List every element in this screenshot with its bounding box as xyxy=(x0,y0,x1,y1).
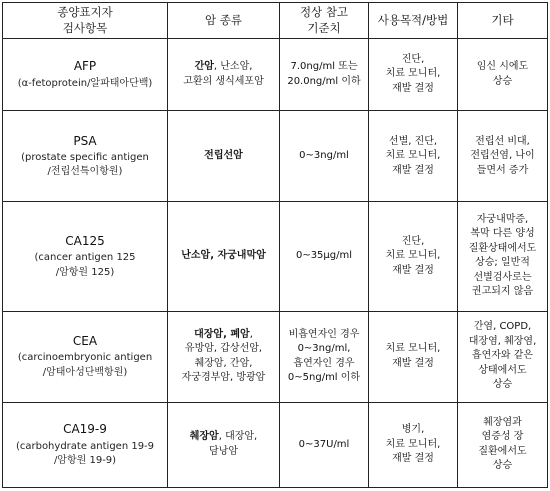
cancer-type-line xyxy=(170,149,277,164)
table-row xyxy=(3,202,548,311)
test-item-cell xyxy=(3,39,168,111)
cancer-type-line xyxy=(170,445,277,460)
other-notes-cell xyxy=(458,111,548,202)
other-notes-cell xyxy=(458,202,548,311)
header-purpose: 사용목적/방법 xyxy=(369,3,458,39)
purpose-line: 재발 결정 xyxy=(392,164,434,176)
cancer-type-secondary: 자궁경부암, 방광암 xyxy=(181,372,266,384)
cancer-type-primary: 간암 xyxy=(194,61,214,73)
purpose-line: 치료 모니터, xyxy=(385,438,441,450)
test-item-cell xyxy=(3,111,168,202)
cancer-type-line xyxy=(170,60,277,75)
other-notes-cell xyxy=(458,39,548,111)
table-row xyxy=(3,402,548,487)
other-notes-line: 상승 xyxy=(492,460,513,472)
cancer-type-line xyxy=(170,249,277,264)
purpose-cell xyxy=(369,111,458,202)
header-ref-line1: 정상 참고 xyxy=(299,4,349,19)
purpose-line: 재발 결정 xyxy=(392,264,434,276)
purpose-line: 선별, 진단, xyxy=(388,135,438,147)
header-other: 기타 xyxy=(458,3,548,39)
other-notes-line: 질환상태에서도 xyxy=(468,242,537,254)
header-reference-range xyxy=(280,3,369,39)
cancer-type-line xyxy=(170,75,277,90)
other-notes-line: 췌장염과 xyxy=(483,416,522,428)
table-body xyxy=(3,39,548,488)
reference-range-line: 흡연자인 경우 xyxy=(293,357,355,369)
other-notes-line: 대장염, 췌장염, xyxy=(468,335,537,347)
table-row xyxy=(3,111,548,202)
cancer-type-primary: 대장암, 폐암 xyxy=(194,328,250,340)
marker-full-name-line: (carbohydrate antigen 19-9 xyxy=(15,440,155,452)
other-notes-line: 상승 xyxy=(492,379,513,391)
marker-full-name-line: (carcinoembryonic antigen xyxy=(17,352,153,364)
marker-name: PSA xyxy=(73,133,97,148)
marker-name: CA125 xyxy=(65,233,105,248)
purpose-cell xyxy=(369,39,458,111)
cancer-type-secondary: , 대장암, xyxy=(218,431,258,443)
purpose-line: 치료 모니터, xyxy=(385,68,441,80)
cancer-type-secondary: 담낭암 xyxy=(209,445,238,457)
purpose-line: 병기, xyxy=(401,424,425,436)
test-item-cell xyxy=(3,202,168,311)
cancer-type-secondary: 췌장암, 간암, xyxy=(194,357,253,369)
cancer-type-cell xyxy=(168,202,280,311)
purpose-cell xyxy=(369,311,458,402)
other-notes-line: 상승 xyxy=(492,75,513,87)
other-notes-line: 선별검사로는 xyxy=(473,271,532,283)
table-row xyxy=(3,39,548,111)
cancer-type-secondary: 유방암, 갑상선암, xyxy=(184,343,263,355)
purpose-line: 진단, xyxy=(401,53,425,65)
purpose-line: 치료 모니터, xyxy=(385,150,441,161)
reference-range-cell xyxy=(280,111,369,202)
marker-full-name-line: (α-fetoprotein/알파태아단백) xyxy=(17,77,153,89)
purpose-cell xyxy=(369,202,458,311)
other-notes-line: 상태에서도 xyxy=(478,364,527,376)
header-test-line1: 종양표지자 xyxy=(57,4,113,19)
other-notes-cell xyxy=(458,402,548,487)
marker-full-name-line: /암항원 19-9) xyxy=(53,455,117,467)
cancer-type-secondary: , xyxy=(249,328,253,340)
header-ref-line2: 기준치 xyxy=(307,20,341,35)
cancer-type-line xyxy=(170,430,277,445)
header-test-item xyxy=(3,3,168,39)
marker-full-name-line: /암태아성단백항원) xyxy=(42,366,128,378)
other-notes-line: 들면서 증가 xyxy=(476,164,529,176)
cancer-type-primary: 전립선암 xyxy=(204,150,243,161)
other-notes-line: 전립선염, 나이 xyxy=(470,150,535,161)
other-notes-line: 염증성 장 xyxy=(481,431,524,443)
other-notes-line: 간염, COPD, xyxy=(473,321,532,333)
reference-range-line: 0~3ng/ml, xyxy=(297,343,351,355)
marker-name: CEA xyxy=(72,334,98,348)
other-notes-line: 복막 다른 양성 xyxy=(470,228,535,240)
other-notes-line: 전립선 비대, xyxy=(475,135,530,147)
cancer-type-secondary: 고환의 생식세포암 xyxy=(183,75,264,87)
purpose-line: 진단, xyxy=(401,235,425,247)
reference-range-line: 0~37U/ml xyxy=(298,438,350,450)
marker-name: CA19-9 xyxy=(63,422,107,437)
cancer-type-line xyxy=(170,357,277,372)
marker-name: AFP xyxy=(73,59,97,74)
reference-range-line: 7.0ng/ml 또는 xyxy=(290,61,358,73)
cancer-type-cell xyxy=(168,39,280,111)
other-notes-line: 질환에서도 xyxy=(478,445,527,457)
purpose-line: 재발 결정 xyxy=(392,82,434,94)
reference-range-line: 20.0ng/ml 이하 xyxy=(287,75,361,87)
cancer-type-line xyxy=(170,371,277,386)
cancer-type-secondary: , 난소암, xyxy=(213,61,253,73)
test-item-cell xyxy=(3,311,168,402)
cancer-type-line xyxy=(170,342,277,357)
purpose-line: 재발 결정 xyxy=(392,453,434,465)
other-notes-cell xyxy=(458,311,548,402)
other-notes-line: 임신 시에도 xyxy=(476,61,529,73)
cancer-type-line xyxy=(170,328,277,343)
purpose-cell xyxy=(369,402,458,487)
purpose-line: 재발 결정 xyxy=(392,357,434,369)
reference-range-cell xyxy=(280,402,369,487)
reference-range-line: 0~5ng/ml 이하 xyxy=(287,372,361,384)
purpose-line: 치료 모니터, xyxy=(385,250,441,262)
cancer-type-cell xyxy=(168,311,280,402)
other-notes-line: 자궁내막증, xyxy=(476,213,529,225)
marker-full-name-line: /전립선특이항원) xyxy=(47,166,123,178)
cancer-type-primary: 췌장암 xyxy=(189,431,219,443)
other-notes-line: 상승; 일반적 xyxy=(475,257,530,269)
marker-full-name-line: /암항원 125) xyxy=(55,266,115,278)
reference-range-cell xyxy=(280,311,369,402)
reference-range-cell xyxy=(280,39,369,111)
cancer-type-primary: 난소암, 자궁내막암 xyxy=(181,250,266,262)
cancer-type-cell xyxy=(168,111,280,202)
marker-full-name-line: (prostate specific antigen xyxy=(21,151,149,163)
header-cancer-type: 암 종류 xyxy=(168,3,280,39)
other-notes-line: 권고되지 않음 xyxy=(471,286,534,298)
reference-range-line: 비흡연자인 경우 xyxy=(288,328,360,340)
tumor-marker-table xyxy=(2,2,548,488)
reference-range-line: 0~3ng/ml xyxy=(299,150,349,161)
cancer-type-cell xyxy=(168,402,280,487)
purpose-line: 치료 모니터, xyxy=(385,343,441,355)
marker-full-name-line: (cancer antigen 125 xyxy=(34,252,136,264)
table-row xyxy=(3,311,548,402)
reference-range-line: 0~35μg/ml xyxy=(295,250,353,262)
test-item-cell xyxy=(3,402,168,487)
reference-range-cell xyxy=(280,202,369,311)
header-test-line2: 검사항목 xyxy=(62,20,108,35)
other-notes-line: 흡연자와 같은 xyxy=(471,350,534,362)
header-row xyxy=(3,3,548,39)
